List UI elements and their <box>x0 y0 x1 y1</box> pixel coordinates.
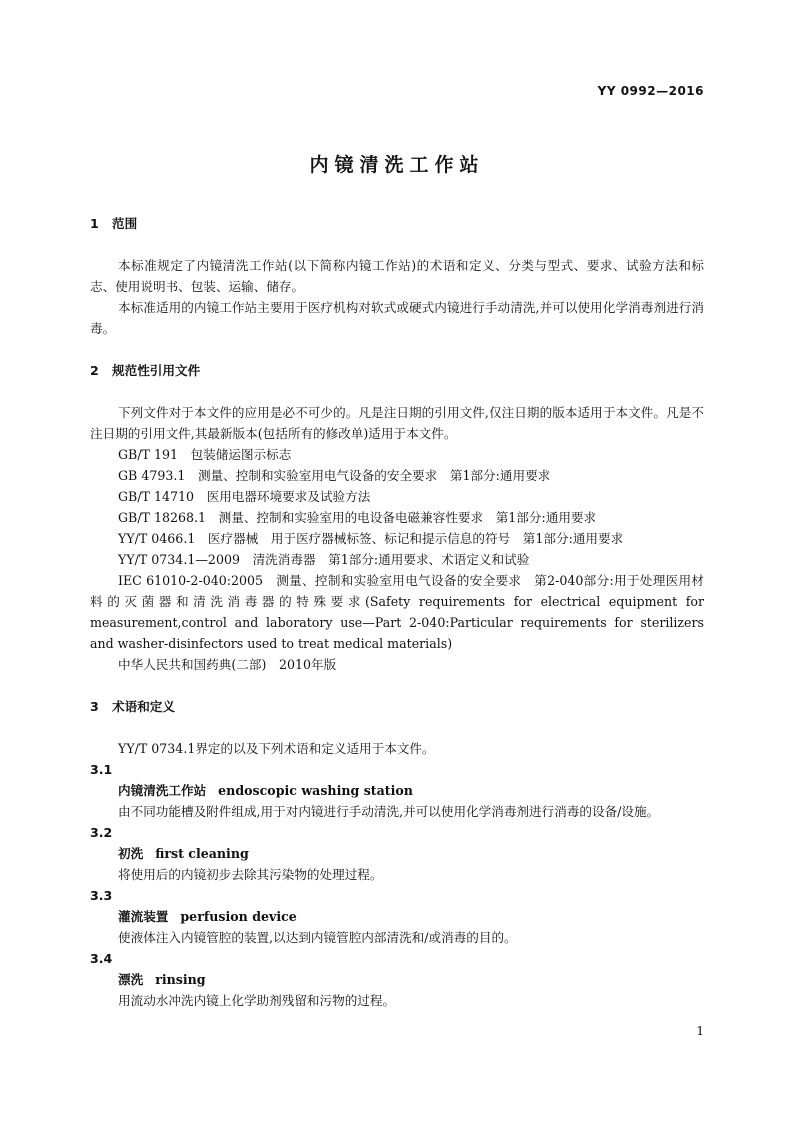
section-heading-terms <box>90 696 704 717</box>
reference-item: YY/T 0466.1 医疗器械 用于医疗器械标签、标记和提示信息的符号 第1部分:通用要求 <box>118 531 624 546</box>
document-number: YY 0992—2016 <box>597 84 704 98</box>
section-number: 2 <box>90 363 99 378</box>
section-title: 范围 <box>112 216 138 231</box>
reference-item: IEC 61010-2-040:2005 测量、控制和实验室用电气设备的安全要求 第2-040部分:用于处理医用材料的灭菌器和清洗消毒器的特殊要求(Safety requirements for electrical equipment for measurement,control and laboratory use—Part 2-040:Particular requirements for sterilizers and washer-disinfectors used to treat medical materials) <box>90 573 704 651</box>
term-definition: 由不同功能槽及附件组成,用于对内镜进行手动清洗,并可以使用化学消毒剂进行消毒的设备/设施。 <box>118 804 660 819</box>
reference-item: YY/T 0734.1—2009 清洗消毒器 第1部分:通用要求、术语定义和试验 <box>118 552 530 567</box>
term-chinese: 内镜清洗工作站 <box>118 783 207 798</box>
paragraph: 本标准规定了内镜清洗工作站(以下简称内镜工作站)的术语和定义、分类与型式、要求、试验方法和标志、使用说明书、包装、运输、储存。 <box>90 258 704 294</box>
term-english: first cleaning <box>155 846 249 861</box>
section-title: 规范性引用文件 <box>112 363 201 378</box>
term-name <box>90 780 704 801</box>
paragraph: YY/T 0734.1界定的以及下列术语和定义适用于本文件。 <box>118 741 435 756</box>
section-number: 1 <box>90 216 99 231</box>
term-number: 3.2 <box>90 825 113 840</box>
term-english: rinsing <box>155 972 206 987</box>
paragraph: 下列文件对于本文件的应用是必不可少的。凡是注日期的引用文件,仅注日期的版本适用于本文件。凡是不注日期的引用文件,其最新版本(包括所有的修改单)适用于本文件。 <box>90 405 704 441</box>
section-title: 术语和定义 <box>112 699 175 714</box>
term-definition: 将使用后的内镜初步去除其污染物的处理过程。 <box>118 867 383 882</box>
term-name <box>90 843 704 864</box>
term-definition: 用流动水冲洗内镜上化学助剂残留和污物的过程。 <box>118 993 396 1008</box>
reference-item: GB/T 191 包装储运图示标志 <box>118 447 292 462</box>
term-number: 3.3 <box>90 888 113 903</box>
term-number: 3.1 <box>90 762 113 777</box>
section-heading-scope <box>90 213 704 234</box>
section-heading-normative-references <box>90 360 704 381</box>
reference-item: 中华人民共和国药典(二部) 2010年版 <box>118 657 337 672</box>
term-definition: 使液体注入内镜管腔的装置,以达到内镜管腔内部清洗和/或消毒的目的。 <box>118 930 517 945</box>
reference-item: GB 4793.1 测量、控制和实验室用电气设备的安全要求 第1部分:通用要求 <box>118 468 551 483</box>
reference-item: GB/T 14710 医用电器环境要求及试验方法 <box>118 489 371 504</box>
document-title: 内镜清洗工作站 <box>309 154 485 176</box>
term-number: 3.4 <box>90 951 113 966</box>
section-number: 3 <box>90 699 99 714</box>
reference-item: GB/T 18268.1 测量、控制和实验室用的电设备电磁兼容性要求 第1部分:通用要求 <box>118 510 597 525</box>
term-chinese: 初洗 <box>118 846 144 861</box>
term-name <box>90 906 704 927</box>
term-english: endoscopic washing station <box>218 783 413 798</box>
term-name <box>90 969 704 990</box>
term-chinese: 灌流装置 <box>118 909 169 924</box>
term-chinese: 漂洗 <box>118 972 144 987</box>
document-body <box>90 213 704 1011</box>
term-english: perfusion device <box>180 909 297 924</box>
paragraph: 本标准适用的内镜工作站主要用于医疗机构对软式或硬式内镜进行手动清洗,并可以使用化学消毒剂进行消毒。 <box>90 300 704 336</box>
page-number: 1 <box>696 1024 704 1038</box>
